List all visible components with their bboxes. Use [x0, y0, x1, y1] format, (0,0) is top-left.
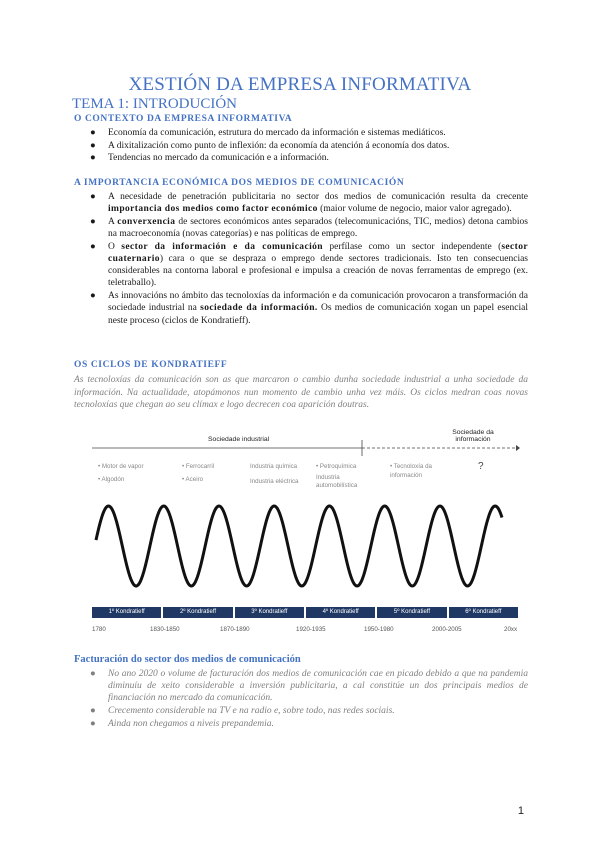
list-item: ● Ainda non chegamos a niveis prepandemia. [90, 718, 274, 729]
page-number: 1 [517, 805, 524, 817]
section-heading-facturacion: Facturación do sector dos medios de comunicación [74, 654, 301, 665]
cycle-6-label: 6º Kondratieff [449, 607, 518, 618]
cycle-5-items: • Tecnoloxía da información [390, 463, 432, 479]
bullet-icon: ● [90, 718, 96, 729]
year-label: 1870-1890 [220, 626, 250, 633]
section-heading-contexto: O CONTEXTO DA EMPRESA INFORMATIVA [74, 114, 293, 124]
list-item: ● A dixitalización como punto de inflexión: da economía da atención á economía dos datos. [90, 140, 450, 151]
list-item: ● No ano 2020 o volume de facturación dos medios de comunicación cae en picado debido a que na pandemia diminuíu de xeito considerable a inversión publicitaria, a cal constitúe un dos principais medios de financiación no mercado da comunicación. [90, 669, 528, 704]
list-item: ● A necesidade de penetración publicitaria no sector dos medios de comunicación resulta da crecente importancia dos medios como factor económico (maior volume de negocio, maior valor agregado). [90, 192, 528, 215]
year-label: 20xx [504, 626, 518, 633]
cycle-years [90, 626, 520, 636]
list-item: ● Tendencias no mercado da comunicación e a información. [90, 153, 329, 164]
label-sociedade-informacion: Sociedade da información [452, 429, 494, 443]
list-item: ● As innovacións no ámbito das tecnoloxías da información e da comunicación provocaron a transformación da sociedade industrial na sociedade da información. Os medios de comunicación xogan un papel esencial neste proceso (ciclos de Kondratieff). [90, 291, 528, 326]
list-item: ● A converxencia de sectores económicos antes separados (telecomunicacións, TIC, medios) detona cambios na macroeconomía (novas categorías) e nas políticas de emprego. [90, 216, 528, 240]
timeline-axis [92, 440, 520, 456]
bullet-icon: ● [90, 291, 96, 302]
cycle-1-label: 1º Kondratieff [92, 607, 163, 618]
document-title: XESTIÓN DA EMPRESA INFORMATIVA [128, 74, 472, 95]
bullet-icon: ● [90, 241, 96, 252]
cycle-1-items: • Motor de vapor • Algodón [98, 463, 144, 483]
cycle-2-items: • Ferrocarril • Aceiro [182, 463, 215, 483]
list-facturacion [90, 668, 528, 731]
cycle-4-items: • Petroquímica Industria automobilística [316, 463, 358, 489]
bullet-icon: ● [90, 706, 96, 717]
kondratieff-intro: As tecnoloxías da comunicación son as que marcaron o cambio dunha sociedade industrial a unha sociedade da información. Na actualidade, atopámonos nun momento de cambio unha vez máis. Os ciclos medran coas novas tecnoloxías que chegan ao seu clímax e logo decrecen coa aparición doutras. [74, 375, 528, 410]
bullet-icon: ● [90, 140, 96, 151]
cycle-6-unknown: ? [478, 461, 484, 472]
list-item: ● O sector da información e da comunicación perfílase como un sector independente (sector cuaternario) cara o que se despraza o emprego dende sectores tradicionais. Isto ten consecuencias considerables na contorna laboral e profesional e impulsa a creación de novas ferramentas de emprego (ex. teletraballo). [90, 241, 528, 289]
cycle-4-label: 4º Kondratieff [306, 607, 377, 618]
bullet-icon: ● [90, 669, 96, 679]
list-importancia [90, 191, 528, 327]
cycle-bar [92, 607, 518, 618]
year-label: 1830-1850 [150, 626, 180, 633]
cycle-3-items: Industria química Industria eléctrica [250, 463, 299, 485]
section-heading-importancia: A IMPORTANCIA ECONÓMICA DOS MEDIOS DE COMUNICACIÓN [74, 178, 405, 188]
section-heading-kondratieff: OS CICLOS DE KONDRATIEFF [74, 360, 228, 370]
list-contexto [90, 127, 528, 165]
year-label: 1920-1935 [296, 626, 326, 633]
kondratieff-figure [90, 426, 520, 640]
tema-heading: TEMA 1: INTRODUCIÓN [72, 96, 237, 112]
cycle-2-label: 2º Kondratieff [163, 607, 234, 618]
year-label: 1780 [92, 626, 106, 633]
cycle-wave [96, 506, 502, 586]
list-item: ● Economía da comunicación, estrutura do mercado da información e sistemas mediáticos. [90, 128, 446, 138]
bullet-icon: ● [90, 216, 96, 227]
cycle-3-label: 3º Kondratieff [235, 607, 306, 618]
bullet-icon: ● [90, 153, 96, 164]
cycle-5-label: 5º Kondratieff [377, 607, 448, 618]
label-sociedade-industrial: Sociedade industrial [208, 436, 270, 443]
year-label: 1950-1980 [364, 626, 394, 633]
list-item: ● Crecemento considerable na TV e na radio e, sobre todo, nas redes sociais. [90, 706, 395, 717]
bullet-icon: ● [90, 192, 96, 202]
year-label: 2000-2005 [432, 626, 462, 633]
bullet-icon: ● [90, 128, 96, 138]
